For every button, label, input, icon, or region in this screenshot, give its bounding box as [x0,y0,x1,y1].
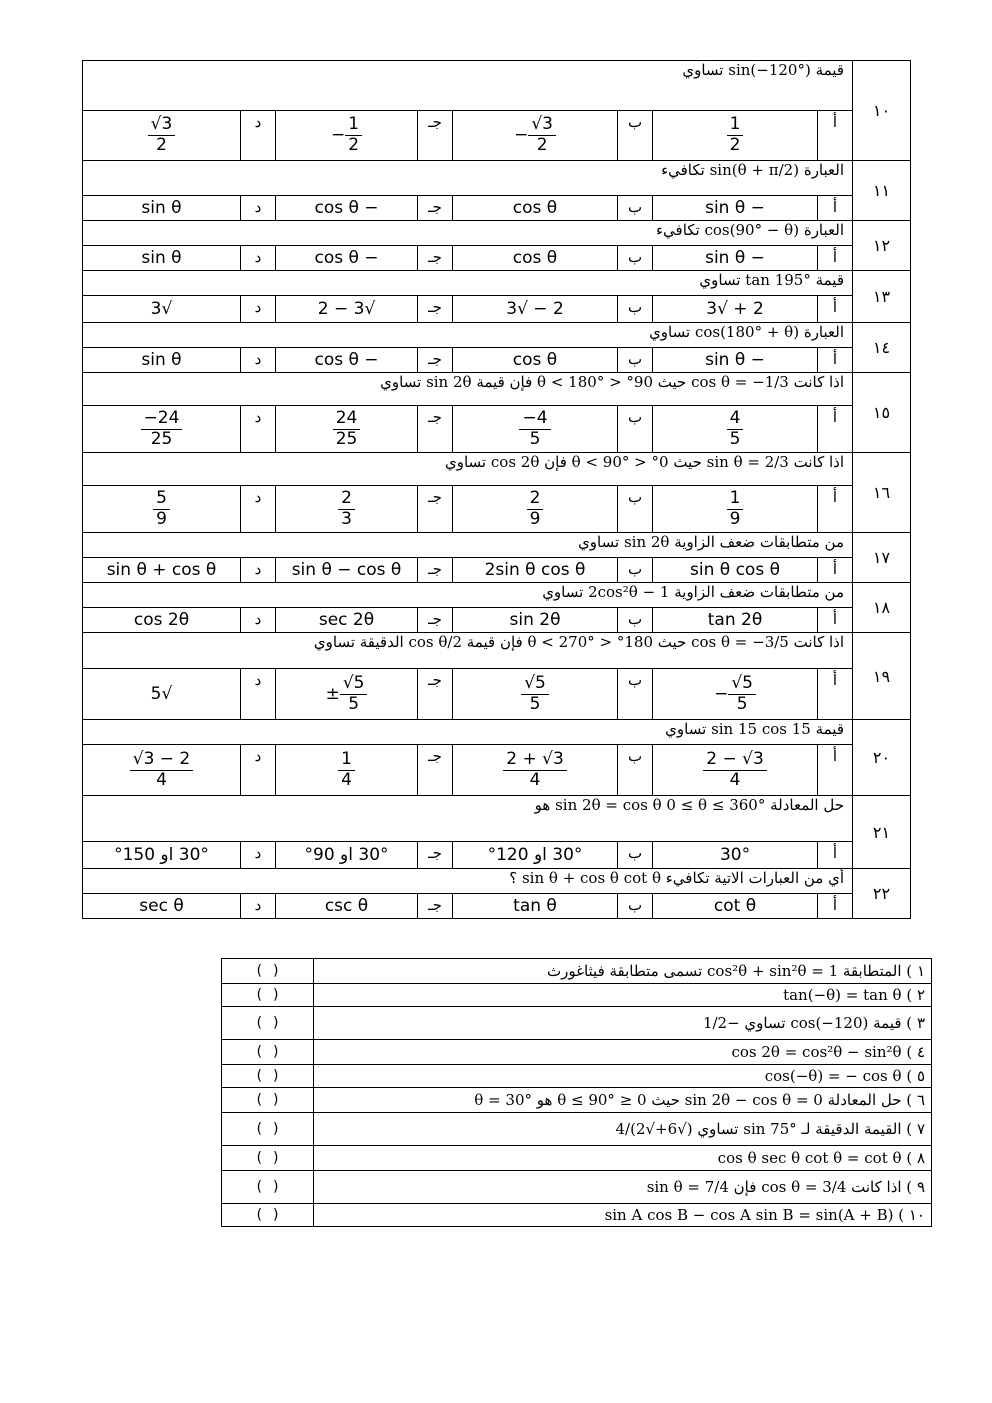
multiple-choice-table [82,60,911,919]
option-letter: أ [818,406,853,453]
option-letter: ب [618,745,653,796]
denominator: 5 [736,693,748,714]
question-text: قيمة sin(−120°) تساوي [83,61,853,111]
question-number: ١٣ [853,271,911,323]
option-text: 2sin θ cos θ [484,560,586,580]
option-letter: د [241,296,276,323]
fraction [340,674,368,714]
numerator: √5 [521,674,549,695]
option-value[interactable] [453,348,618,373]
option-letter: ب [618,246,653,271]
question-number: ١٤ [853,323,911,373]
denominator: 5 [529,428,541,449]
option-letter: أ [818,608,853,633]
option-letter: د [241,669,276,720]
option-value[interactable] [276,669,418,720]
fraction [528,115,556,155]
option-letter: جـ [418,111,453,161]
statement-text: ٧ ) القيمة الدقيقة لـ sin 75° تساوي (√6+√2)/4 [314,1113,932,1146]
option-value[interactable] [276,348,418,373]
option-letter: ب [618,111,653,161]
denominator: 4 [341,769,352,790]
option-letter: ب [618,196,653,221]
option-letter: جـ [418,196,453,221]
option-text: sin θ [141,248,182,268]
option-letter: ب [618,486,653,533]
option-letter: جـ [418,608,453,633]
question-text: من متطابقات ضعف الزاوية 2cos²θ − 1 تساوي [83,583,853,608]
option-text: 30° [719,845,751,865]
options-row [83,669,911,720]
question-row [83,161,911,196]
numerator: √3 [148,115,176,136]
answer-box[interactable]: ( ) [222,1007,314,1040]
option-value[interactable] [276,558,418,583]
question-row [83,271,911,296]
fraction [338,750,355,790]
option-text: sin θ cos θ [690,560,780,580]
options-row [83,111,911,161]
option-letter: جـ [418,348,453,373]
option-letter: جـ [418,406,453,453]
fraction [338,489,355,529]
options-row [83,486,911,533]
option-text: √5 [150,684,173,704]
option-value[interactable] [83,406,241,453]
statement-row [222,1088,932,1113]
option-value[interactable] [276,196,418,221]
question-number: ١٢ [853,221,911,271]
denominator: 25 [335,428,358,449]
question-text: العبارة sin(θ + π/2) تكافيء [83,161,853,196]
option-text: − sin θ [705,248,765,268]
statement-row [222,1204,932,1227]
option-letter: أ [818,558,853,583]
question-row [83,869,911,894]
numerator: √5 [728,674,756,695]
question-row [83,61,911,111]
option-text: √3 [150,299,173,319]
statement-text: ٢ ) tan(−θ) = tan θ [314,984,932,1007]
numerator: 2 + √3 [503,750,567,771]
option-value[interactable] [653,196,818,221]
option-text: 2 − √3 [506,299,564,319]
option-value[interactable] [653,745,818,796]
denominator: 2 [729,135,741,155]
option-text: sin θ + cos θ [106,560,217,580]
question-number: ١١ [853,161,911,221]
numerator: 1 [338,750,355,771]
option-value[interactable] [276,842,418,869]
option-value[interactable] [83,669,241,720]
option-letter: أ [818,486,853,533]
answer-box[interactable]: ( ) [222,1088,314,1113]
statement-row [222,959,932,984]
option-text: tan 2θ [707,610,763,630]
option-text: cos θ [512,350,558,370]
question-number: ٢٢ [853,869,911,919]
options-row [83,406,911,453]
question-number: ٢٠ [853,720,911,796]
option-text: − sin θ [705,350,765,370]
option-text: csc θ [324,896,369,916]
option-letter: د [241,196,276,221]
option-letter: ب [618,894,653,919]
option-letter: جـ [418,486,453,533]
fraction [153,489,170,529]
option-letter: أ [818,348,853,373]
denominator: 5 [529,693,541,714]
option-value[interactable] [653,608,818,633]
question-text: أي من العبارات الاتية تكافيء sin θ + cos θ cot θ ؟ [83,869,853,894]
true-false-table [221,958,932,1227]
options-row [83,558,911,583]
option-letter: أ [818,296,853,323]
question-number: ١٩ [853,633,911,720]
denominator: 2 [348,135,360,155]
question-row [83,323,911,348]
answer-box[interactable]: ( ) [222,1113,314,1146]
option-letter: جـ [418,296,453,323]
statement-row [222,1065,932,1088]
denominator: 4 [529,769,541,790]
option-value[interactable] [83,111,241,161]
fraction [141,409,183,449]
numerator: √3 − 2 [130,750,194,771]
question-number: ١٦ [853,453,911,533]
option-value[interactable] [83,608,241,633]
fraction [503,750,567,790]
option-text: √3 − 2 [317,299,376,319]
statement-text: ٣ ) قيمة cos(−120) تساوي −1/2 [314,1007,932,1040]
option-value[interactable] [453,246,618,271]
fraction [727,115,744,155]
option-letter: جـ [418,246,453,271]
denominator: 4 [729,769,741,790]
option-text: − cos θ [314,248,379,268]
option-value[interactable] [653,669,818,720]
fraction [728,674,756,714]
answer-box[interactable]: ( ) [222,1171,314,1204]
option-value[interactable] [83,894,241,919]
option-value[interactable] [453,745,618,796]
question-row [83,373,911,406]
option-value[interactable] [453,111,618,161]
denominator: 9 [156,508,167,529]
option-text: − sin θ [705,198,765,218]
option-value[interactable] [83,745,241,796]
option-value[interactable] [276,296,418,323]
options-row [83,348,911,373]
option-text: − cos θ [314,350,379,370]
option-letter: د [241,111,276,161]
option-value[interactable] [83,296,241,323]
numerator: 2 [527,489,544,510]
statement-text: ٨ ) cos θ sec θ cot θ = cot θ [314,1146,932,1171]
fraction [527,489,544,529]
answer-box[interactable]: ( ) [222,1040,314,1065]
option-value[interactable] [653,558,818,583]
option-value[interactable] [276,111,418,161]
numerator: √3 [528,115,556,136]
option-value[interactable] [653,486,818,533]
numerator: 2 − √3 [703,750,767,771]
option-text: − cos θ [314,198,379,218]
option-letter: ب [618,406,653,453]
option-letter: ب [618,669,653,720]
options-row [83,296,911,323]
statement-text: ٩ ) اذا كانت cos θ = 3/4 فإن sin θ = 7/4 [314,1171,932,1204]
option-value[interactable] [83,558,241,583]
question-text: قيمة tan 195° تساوي [83,271,853,296]
option-value[interactable] [653,348,818,373]
statement-text: ٦ ) حل المعادلة sin 2θ − cos θ = 0 حيث 0 ≤ θ ≤ 90° هو θ = 30° [314,1088,932,1113]
statement-text: ١ ) المتطابقة cos²θ + sin²θ = 1 تسمى متطابقة فيثاغورث [314,959,932,984]
question-row [83,453,911,486]
question-text: اذا كانت sin θ = 2/3 حيث 0° < θ < 90° فإن cos 2θ تساوي [83,453,853,486]
question-row [83,221,911,246]
denominator: 3 [341,508,352,529]
question-row [83,720,911,745]
statement-text: ٥ ) cos(−θ) = − cos θ [314,1065,932,1088]
option-letter: جـ [418,842,453,869]
option-letter: أ [818,894,853,919]
answer-box[interactable]: ( ) [222,959,314,984]
option-text: sin 2θ [509,610,561,630]
option-letter: جـ [418,894,453,919]
question-text: العبارة cos(180° + θ) تساوي [83,323,853,348]
option-text: sec 2θ [318,610,375,630]
numerator: 1 [345,115,362,136]
options-row [83,608,911,633]
question-number: ١٥ [853,373,911,453]
question-text: اذا كانت cos θ = −3/5 حيث 180° < θ < 270° فإن قيمة cos θ/2 الدقيقة تساوي [83,633,853,669]
statement-text: ١٠ ) sin A cos B − cos A sin B = sin(A + B) [314,1204,932,1227]
question-row [83,633,911,669]
answer-box[interactable]: ( ) [222,1065,314,1088]
statement-row [222,1146,932,1171]
option-value[interactable] [453,669,618,720]
option-letter: ب [618,558,653,583]
option-value[interactable] [653,842,818,869]
denominator: 2 [156,135,167,155]
options-row [83,246,911,271]
option-text: cos θ [512,198,558,218]
option-letter: د [241,608,276,633]
option-text: tan θ [513,896,557,916]
option-letter: أ [818,745,853,796]
denominator: 5 [348,693,360,714]
option-text: cos 2θ [133,610,190,630]
option-letter: د [241,246,276,271]
option-value[interactable] [653,111,818,161]
option-text: 2 + √3 [706,299,764,319]
options-row [83,842,911,869]
option-sign: − [714,684,729,704]
numerator: 24 [333,409,361,430]
option-value[interactable] [83,196,241,221]
option-value[interactable] [83,842,241,869]
fraction [345,115,362,155]
option-value[interactable] [276,608,418,633]
option-text: sin θ − cos θ [291,560,402,580]
option-value[interactable] [653,246,818,271]
question-number: ٢١ [853,796,911,869]
option-value[interactable] [453,406,618,453]
option-text: sin θ [141,350,182,370]
question-number: ١٨ [853,583,911,633]
question-text: قيمة sin 15 cos 15 تساوي [83,720,853,745]
answer-box[interactable]: ( ) [222,984,314,1007]
denominator: 2 [536,135,548,155]
numerator: 4 [727,409,744,430]
option-text: sin θ [141,198,182,218]
option-value[interactable] [276,246,418,271]
option-letter: ب [618,296,653,323]
question-row [83,533,911,558]
numerator: 2 [338,489,355,510]
option-letter: جـ [418,669,453,720]
statement-row [222,1171,932,1204]
fraction [519,409,550,449]
numerator: 5 [153,489,170,510]
option-sign: ± [325,684,340,704]
option-letter: د [241,745,276,796]
option-letter: ب [618,608,653,633]
fraction [727,409,744,449]
statement-row [222,1007,932,1040]
option-value[interactable] [83,348,241,373]
option-value[interactable] [653,406,818,453]
option-letter: أ [818,246,853,271]
option-text: sec θ [139,896,184,916]
statement-row [222,1040,932,1065]
option-letter: ب [618,842,653,869]
numerator: 1 [727,489,744,510]
denominator: 9 [529,508,541,529]
option-letter: د [241,486,276,533]
answer-box[interactable]: ( ) [222,1146,314,1171]
question-row [83,583,911,608]
option-letter: أ [818,669,853,720]
question-text: من متطابقات ضعف الزاوية sin 2θ تساوي [83,533,853,558]
option-value[interactable] [276,745,418,796]
option-letter: د [241,558,276,583]
fraction [703,750,767,790]
option-text: cot θ [713,896,757,916]
option-value[interactable] [453,296,618,323]
statement-text: ٤ ) cos 2θ = cos²θ − sin²θ [314,1040,932,1065]
option-letter: د [241,406,276,453]
fraction [521,674,549,714]
answer-box[interactable]: ( ) [222,1204,314,1227]
option-value[interactable] [453,842,618,869]
numerator: 1 [727,115,744,136]
option-letter: جـ [418,558,453,583]
option-value[interactable] [653,894,818,919]
options-row [83,894,911,919]
option-value[interactable] [276,406,418,453]
question-number: ١٠ [853,61,911,161]
statement-row [222,984,932,1007]
numerator: −4 [519,409,550,430]
option-letter: جـ [418,745,453,796]
denominator: 25 [150,428,173,449]
fraction [148,115,176,155]
options-row [83,196,911,221]
option-value[interactable] [453,608,618,633]
option-value[interactable] [453,196,618,221]
option-letter: أ [818,111,853,161]
option-text: 30° او 120° [487,845,583,865]
numerator: −24 [141,409,183,430]
question-text: حل المعادلة sin 2θ = cos θ 0 ≤ θ ≤ 360° هو [83,796,853,842]
denominator: 9 [729,508,741,529]
options-row [83,745,911,796]
option-text: 30° او 150° [114,845,209,865]
option-letter: د [241,894,276,919]
fraction [333,409,361,449]
option-value[interactable] [83,246,241,271]
fraction [727,489,744,529]
question-text: العبارة cos(90° − θ) تكافيء [83,221,853,246]
option-sign: − [330,125,346,146]
option-value[interactable] [453,894,618,919]
option-text: 30° او 90° [304,845,389,865]
option-letter: د [241,348,276,373]
question-text: اذا كانت cos θ = −1/3 حيث 90° < θ < 180° فإن قيمة sin 2θ تساوي [83,373,853,406]
option-letter: د [241,842,276,869]
option-value[interactable] [653,296,818,323]
option-value[interactable] [453,558,618,583]
question-row [83,796,911,842]
numerator: √5 [340,674,368,695]
option-value[interactable] [83,486,241,533]
option-letter: أ [818,196,853,221]
option-value[interactable] [276,486,418,533]
option-letter: ب [618,348,653,373]
question-number: ١٧ [853,533,911,583]
denominator: 4 [156,769,167,790]
option-sign: − [514,125,529,146]
fraction [130,750,194,790]
option-letter: أ [818,842,853,869]
option-value[interactable] [453,486,618,533]
denominator: 5 [729,428,741,449]
statement-row [222,1113,932,1146]
option-text: cos θ [512,248,558,268]
option-value[interactable] [276,894,418,919]
